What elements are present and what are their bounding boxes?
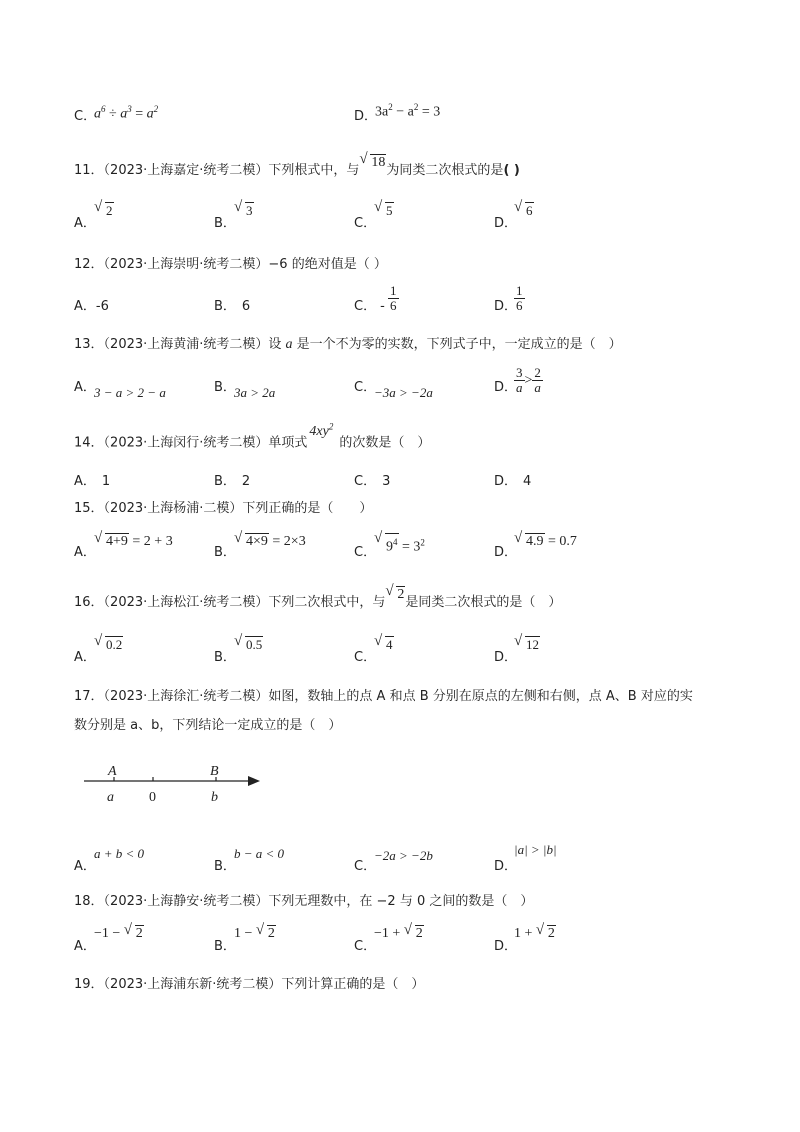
radicand: 6 (526, 203, 533, 218)
expr-rest: = 3 (398, 539, 421, 555)
fraction-numerator: 2 (534, 365, 541, 380)
option-label: D． (494, 474, 518, 489)
question-source: （2023·上海浦东新·统考二模） (103, 977, 282, 992)
q12-option-b[interactable] (214, 295, 250, 314)
question-number: 13． (74, 337, 104, 352)
q16-option-c[interactable] (354, 646, 376, 665)
answer-paren: ( ) (503, 163, 520, 178)
q14-option-b[interactable] (214, 470, 250, 489)
fraction (532, 366, 543, 395)
radicand: 9 (386, 539, 393, 555)
expr-prefix: 1 + (514, 926, 536, 941)
question-number: 16． (74, 595, 104, 610)
q16-option-b-value: √ 0.5 (234, 633, 263, 652)
question-number: 19． (74, 977, 104, 992)
q12-option-c-fraction (388, 284, 399, 313)
option-value: 6 (241, 299, 251, 314)
q13-option-c-expr (374, 385, 433, 401)
q14-option-a[interactable] (74, 470, 110, 489)
option-expr: 3 − a > 2 − a (94, 385, 166, 400)
question-text: 的次数是（ ） (339, 435, 431, 451)
radicand: 2 (135, 926, 143, 941)
question-variable: a (285, 337, 293, 352)
q16-option-c-value: √ 4 (374, 633, 393, 652)
q15-option-c-expr: √ $9^4 = 3^2$ (374, 530, 425, 555)
radicand: 5 (386, 203, 393, 218)
option-label: A． (74, 299, 96, 314)
question-text: 下列根式中，与 (268, 163, 360, 178)
radicand: 2 (397, 587, 405, 602)
option-label: B． (214, 859, 236, 874)
option-label: C． (354, 474, 377, 489)
option-label: A． (74, 474, 96, 489)
question-text: −6 的绝对值是（ ） (268, 257, 387, 272)
q18-option-d-expr: 1 + √ 2 (514, 922, 555, 941)
expr-sup: 2 (153, 104, 159, 114)
option-label: D． (494, 216, 518, 231)
question-12 (74, 256, 387, 274)
option-label: B． (214, 545, 236, 560)
q15-option-a[interactable] (74, 541, 96, 560)
q11-option-b[interactable] (214, 212, 236, 231)
q15-option-b-expr: √ 4×9 = 2×3 (234, 530, 306, 549)
value-b-label: b (211, 790, 218, 805)
option-label: D． (494, 859, 518, 874)
fraction-denominator: 6 (516, 298, 523, 313)
q18-option-c-expr: −1 + √ 2 (374, 922, 423, 941)
option-label: C． (354, 859, 377, 874)
option-value: 2 (241, 474, 251, 489)
option-label: D． (494, 545, 518, 560)
q18-option-c[interactable] (354, 935, 376, 954)
radicand: 4 (386, 637, 393, 652)
q13-option-c[interactable] (354, 376, 376, 395)
question-number: 18． (74, 894, 104, 909)
option-label: D． (494, 299, 518, 314)
radicand: 2 (415, 926, 423, 941)
expr-op: > (524, 372, 533, 388)
question-17 (74, 688, 693, 706)
q13-option-b[interactable] (214, 376, 236, 395)
option-label: D． (494, 380, 518, 395)
question-text: 如图，数轴上的点 A 和点 B 分别在原点的左侧和右侧，点 A、B 对应的实 (268, 689, 693, 704)
fraction-numerator: 3 (516, 365, 523, 380)
question-source: （2023·上海徐汇·统考二模） (103, 689, 269, 704)
expr-prefix: −1 + (374, 926, 404, 941)
expr-part: = 3 (418, 104, 441, 120)
q15-option-a-expr: √ 4+9 = 2 + 3 (94, 530, 173, 549)
option-label: A． (74, 380, 96, 395)
radicand: 4.9 (526, 534, 544, 549)
question-13 (74, 336, 622, 354)
question-source: （2023·上海闵行·统考二模） (103, 435, 269, 451)
q18-option-b-expr: 1 − √ 2 (234, 922, 275, 941)
question-number: 12． (74, 257, 104, 272)
option-label: C． (354, 299, 377, 314)
fraction-denominator: a (516, 380, 523, 395)
expr-part: a (146, 106, 154, 122)
question-19 (74, 976, 424, 994)
expr-rest: = 2×3 (268, 534, 306, 549)
expr-exponent: 2 (420, 537, 425, 548)
radicand: 4×9 (246, 534, 268, 549)
question-number: 15． (74, 501, 104, 516)
option-label: C． (354, 939, 377, 954)
q11-option-c-value: √ 5 (374, 199, 393, 218)
expr-part: a (94, 106, 101, 122)
option-expr: a + b < 0 (94, 846, 145, 861)
option-label: D． (494, 650, 518, 665)
fraction-denominator: a (534, 380, 541, 395)
question-14 (74, 421, 431, 453)
question-source: （2023·上海崇明·统考二模） (103, 257, 269, 272)
q13-option-d-expr (514, 366, 543, 395)
expr-part: a (120, 106, 128, 122)
question-text: 是同类二次根式的是（ ） (405, 595, 562, 610)
option-label: A． (74, 859, 96, 874)
number-line-figure (80, 760, 280, 810)
question-source: （2023·上海杨浦·二模） (103, 501, 243, 516)
q13-option-a[interactable] (74, 376, 96, 395)
q17-option-a-expr (94, 846, 144, 862)
sqrt-expr: √ 18 (359, 151, 386, 170)
question-18 (74, 893, 533, 911)
q17-option-b[interactable] (214, 855, 236, 874)
question-source: （2023·上海黄浦·统考二模） (103, 337, 269, 352)
q10-option-d (354, 108, 377, 126)
q17-option-a[interactable] (74, 855, 96, 874)
question-15 (74, 500, 372, 518)
q16-option-a-value: √ 0.2 (94, 633, 123, 652)
option-label: B． (214, 216, 236, 231)
monomial-exponent: 2 (328, 421, 334, 431)
option-expr: 3a > 2a (234, 385, 276, 400)
q17-option-c-expr (374, 848, 433, 864)
q17-option-c[interactable] (354, 855, 376, 874)
point-B-label: B (210, 764, 219, 779)
expr-sup: 2 (413, 102, 419, 112)
question-number: 14． (74, 435, 104, 451)
option-label: C． (354, 650, 377, 665)
question-17-line2 (74, 717, 341, 735)
option-label: B． (214, 474, 236, 489)
radicand: 4+9 (106, 534, 128, 549)
arrow-head-icon (248, 776, 260, 786)
question-number: 17． (74, 689, 104, 704)
option-value: 4 (523, 474, 532, 489)
option-label: A． (74, 939, 96, 954)
radicand: 0.2 (106, 637, 123, 652)
q10-option-d-expr (375, 98, 440, 122)
option-value: 1 (101, 474, 111, 489)
option-label: D． (494, 939, 518, 954)
fraction-denominator: 6 (390, 298, 397, 313)
option-prefix: - (380, 299, 385, 314)
value-a-label: a (107, 790, 114, 805)
question-number: 11． (74, 163, 104, 178)
q18-option-a[interactable] (74, 935, 96, 954)
q16-option-d-value: √ 12 (514, 633, 539, 652)
q16-option-b[interactable] (214, 646, 236, 665)
radicand: 0.5 (246, 637, 263, 652)
question-11 (74, 151, 520, 180)
question-source: （2023·上海嘉定·统考二模） (103, 163, 269, 178)
question-text: 下列计算正确的是（ ） (281, 977, 425, 992)
question-source: （2023·上海静安·统考二模） (103, 894, 269, 909)
expr-sup: 3 (127, 104, 132, 114)
option-label: B． (214, 380, 236, 395)
expr-prefix: −1 − (94, 926, 124, 941)
option-label: C． (354, 380, 377, 395)
expr-part: − a (392, 104, 414, 120)
q13-option-b-expr (234, 385, 275, 401)
option-expr: |a| > |b| (514, 842, 557, 857)
option-expr: −2a > −2b (374, 848, 433, 863)
radicand: 2 (547, 926, 555, 941)
radicand: 3 (246, 203, 253, 218)
monomial (309, 421, 334, 439)
point-A-label: A (108, 764, 117, 779)
option-label: A． (74, 545, 96, 560)
monomial-base: 4xy (309, 423, 329, 439)
fraction (514, 366, 525, 395)
expr-sup: 6 (101, 104, 106, 114)
q12-option-c[interactable] (354, 295, 385, 314)
option-label: A． (74, 216, 96, 231)
q13-option-a-expr (94, 385, 166, 401)
radicand: 2 (267, 926, 275, 941)
expr-part: 3a (375, 104, 389, 120)
question-text: 是一个不为零的实数，下列式子中，一定成立的是（ ） (292, 337, 622, 352)
option-label: B． (214, 650, 236, 665)
option-expr: −3a > −2a (374, 385, 433, 400)
option-label: A． (74, 650, 96, 665)
q18-option-a-expr: −1 − √ 2 (94, 922, 143, 941)
q11-option-b-value: √ 3 (234, 199, 253, 218)
q12-option-d-fraction (514, 284, 525, 313)
q15-option-b[interactable] (214, 541, 236, 560)
question-text: 为同类二次根式的是 (386, 163, 504, 178)
q11-option-d-value: √ 6 (514, 199, 533, 218)
radicand-exponent: 4 (393, 537, 398, 547)
option-label: C． (74, 109, 97, 124)
expr-prefix: 1 − (234, 926, 256, 941)
q10-option-c (74, 108, 96, 126)
expr-op: = (131, 106, 147, 122)
radicand: 2 (106, 203, 113, 218)
fraction-numerator: 1 (390, 283, 397, 298)
question-source: （2023·上海松江·统考二模） (103, 595, 269, 610)
question-text: 下列正确的是（ ） (242, 501, 373, 516)
expr-op: ÷ (105, 106, 121, 122)
q17-option-d-expr (514, 842, 557, 858)
option-label: B． (214, 299, 236, 314)
q11-option-c[interactable] (354, 212, 376, 231)
option-label: C． (354, 545, 377, 560)
expr-rest: = 0.7 (544, 534, 577, 549)
question-text: 单项式 (268, 435, 308, 451)
fraction-numerator: 1 (516, 283, 523, 298)
q18-option-b[interactable] (214, 935, 236, 954)
question-text: 设 (268, 337, 286, 352)
question-text: 数分别是 a、b，下列结论一定成立的是（ ） (74, 718, 342, 733)
question-16 (74, 583, 562, 612)
option-value: -6 (95, 299, 109, 314)
sqrt-expr: √ 2 (385, 583, 405, 602)
q15-option-d-expr: √ 4.9 = 0.7 (514, 530, 577, 549)
q15-option-c[interactable] (354, 541, 376, 560)
question-text: 下列二次根式中，与 (268, 595, 386, 610)
q14-option-c[interactable] (354, 470, 390, 489)
expr-rest: = 2 + 3 (128, 534, 173, 549)
origin-label: 0 (149, 790, 156, 805)
q16-option-a[interactable] (74, 646, 96, 665)
option-expr: b − a < 0 (234, 846, 285, 861)
option-value: 3 (382, 474, 391, 489)
q17-option-b-expr (234, 846, 284, 862)
option-label: C． (354, 216, 377, 231)
radicand: 18 (371, 155, 386, 170)
q10-option-c-expr (94, 100, 158, 124)
option-label: B． (214, 939, 236, 954)
q14-option-d[interactable] (494, 470, 531, 489)
question-text: 下列无理数中，在 −2 与 0 之间的数是（ ） (268, 894, 534, 909)
expr-sup: 2 (388, 102, 393, 112)
q12-option-a[interactable] (74, 295, 109, 314)
q11-option-a-value: √ 2 (94, 199, 113, 218)
q11-option-a[interactable] (74, 212, 96, 231)
radicand: 12 (526, 637, 539, 652)
option-label: D． (354, 109, 378, 124)
